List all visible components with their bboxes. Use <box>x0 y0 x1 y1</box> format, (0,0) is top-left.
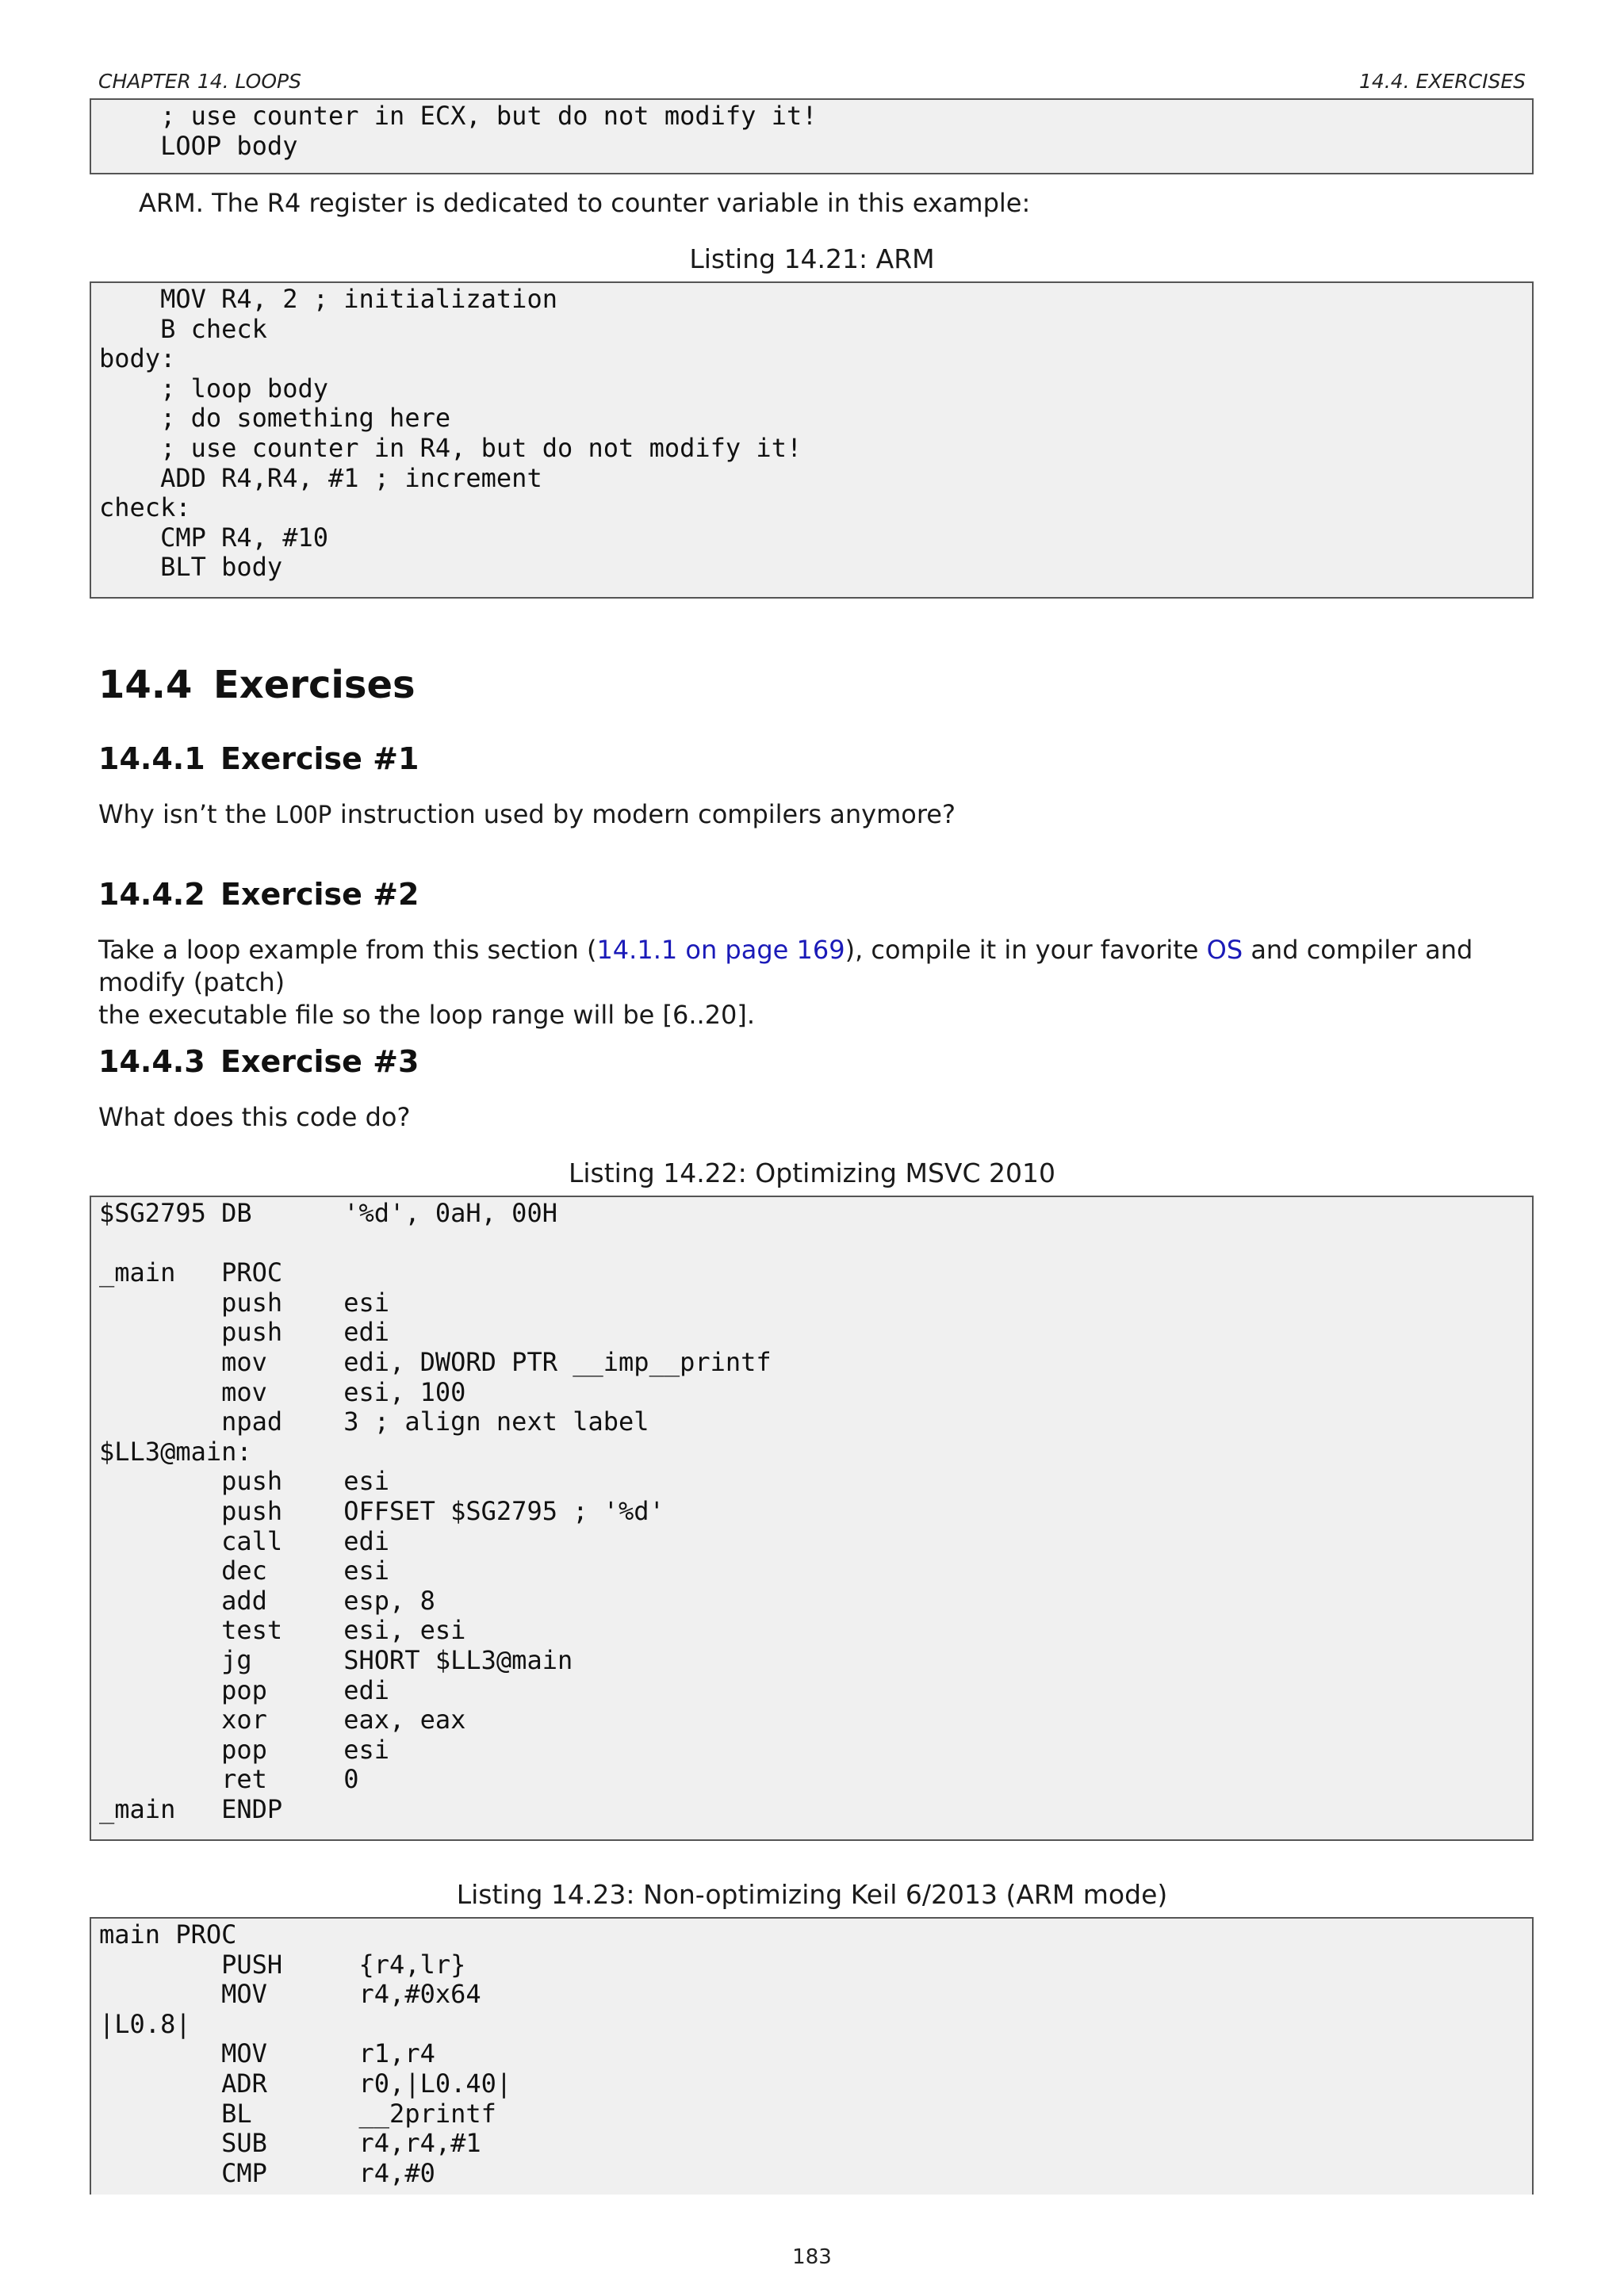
exercise-2-number: 14.4.2 <box>98 877 205 912</box>
code-line: dec esi <box>99 1556 390 1586</box>
code-line: BLT body <box>99 552 283 583</box>
code-line: MOV r1,r4 <box>99 2038 435 2069</box>
code-line: |L0.8| <box>99 2008 191 2039</box>
code-line: push esi <box>99 1466 390 1497</box>
code-listing-14-22 <box>90 1196 1534 1841</box>
code-line: _main PROC <box>99 1257 283 1288</box>
code-line: add esp, 8 <box>99 1585 435 1616</box>
code-line: pop edi <box>99 1674 390 1705</box>
code-line: npad 3 ; align next label <box>99 1406 649 1437</box>
code-line: ADR r0,|L0.40| <box>99 2068 512 2099</box>
code-line: ret 0 <box>99 1764 359 1795</box>
code-line: xor eax, eax <box>99 1705 466 1735</box>
code-line: $LL3@main: <box>99 1436 252 1467</box>
code-line: pop esi <box>99 1734 390 1765</box>
exercise-1-text: Why isn’t the LOOP instruction used by modern compilers anymore? <box>98 799 956 829</box>
exercise-3-text: What does this code do? <box>98 1102 411 1132</box>
code-listing-14-21 <box>90 281 1534 599</box>
code-line: MOV R4, 2 ; initialization <box>99 284 557 314</box>
listing-14-21-caption: Listing 14.21: ARM <box>689 243 935 274</box>
section-reference-link[interactable]: 14.1.1 on page 169 <box>596 935 845 965</box>
code-listing-loop-end <box>90 98 1534 174</box>
exercise-3-number: 14.4.3 <box>98 1044 205 1079</box>
code-line: test esi, esi <box>99 1615 466 1646</box>
code-line: ; loop body <box>99 373 328 404</box>
code-line: push edi <box>99 1317 390 1348</box>
code-line: ; use counter in ECX, but do not modify it! <box>99 101 818 131</box>
code-line: main PROC <box>99 1919 237 1950</box>
code-line: PUSH {r4,lr} <box>99 1949 466 1980</box>
code-line: ; do something here <box>99 403 451 434</box>
exercise-1-title: Exercise #1 <box>220 741 419 776</box>
code-line: mov edi, DWORD PTR __imp__printf <box>99 1346 772 1377</box>
running-header <box>98 70 1526 100</box>
code-line: ; use counter in R4, but do not modify it! <box>99 432 802 463</box>
exercise-2-text: Take a loop example from this section (14.1.1 on page 169), compile it in your favorite OS and compiler and modify (patch) the executable file so the loop range will be [6..20]. <box>98 935 1473 1030</box>
code-line: mov esi, 100 <box>99 1376 466 1407</box>
code-line: B check <box>99 313 267 344</box>
code-line: SUB r4,r4,#1 <box>99 2128 481 2159</box>
exercise-3-title: Exercise #3 <box>220 1044 419 1079</box>
code-line: check: <box>99 492 191 523</box>
exercise-2-heading <box>98 877 419 912</box>
loop-keyword: LOOP <box>274 802 332 829</box>
exercise-2-title: Exercise #2 <box>220 877 419 912</box>
chapter-title: CHAPTER 14. LOOPS <box>98 70 301 93</box>
exercise-1-heading <box>98 741 419 776</box>
code-line: _main ENDP <box>99 1793 283 1824</box>
code-line: jg SHORT $LL3@main <box>99 1644 573 1675</box>
page-number: 183 <box>792 2245 832 2269</box>
code-line: $SG2795 DB '%d', 0aH, 00H <box>99 1198 557 1228</box>
section-title: 14.4. EXERCISES <box>1358 70 1526 93</box>
os-glossary-link[interactable]: OS <box>1206 935 1243 965</box>
arm-intro-paragraph: ARM. The R4 register is dedicated to counter variable in this example: <box>139 188 1031 218</box>
listing-14-22-caption: Listing 14.22: Optimizing MSVC 2010 <box>569 1158 1055 1188</box>
code-line <box>99 1229 1524 1259</box>
code-line: push OFFSET $SG2795 ; '%d' <box>99 1495 665 1526</box>
code-listing-14-23 <box>90 1917 1534 2195</box>
section-number: 14.4 <box>98 663 193 707</box>
code-line: CMP R4, #10 <box>99 522 328 553</box>
code-line: LOOP body <box>99 130 298 161</box>
code-line: body: <box>99 343 176 374</box>
exercise-3-heading <box>98 1044 419 1079</box>
code-line: BL __2printf <box>99 2098 496 2129</box>
listing-14-23-caption: Listing 14.23: Non-optimizing Keil 6/2013 (ARM mode) <box>456 1879 1168 1910</box>
code-line: call edi <box>99 1525 390 1556</box>
code-line: ADD R4,R4, #1 ; increment <box>99 462 542 493</box>
exercise-1-number: 14.4.1 <box>98 741 205 776</box>
code-line: CMP r4,#0 <box>99 2157 435 2188</box>
section-heading-title: Exercises <box>213 663 416 707</box>
code-line: MOV r4,#0x64 <box>99 1979 481 2010</box>
code-line: push esi <box>99 1287 390 1318</box>
section-heading <box>98 663 416 707</box>
